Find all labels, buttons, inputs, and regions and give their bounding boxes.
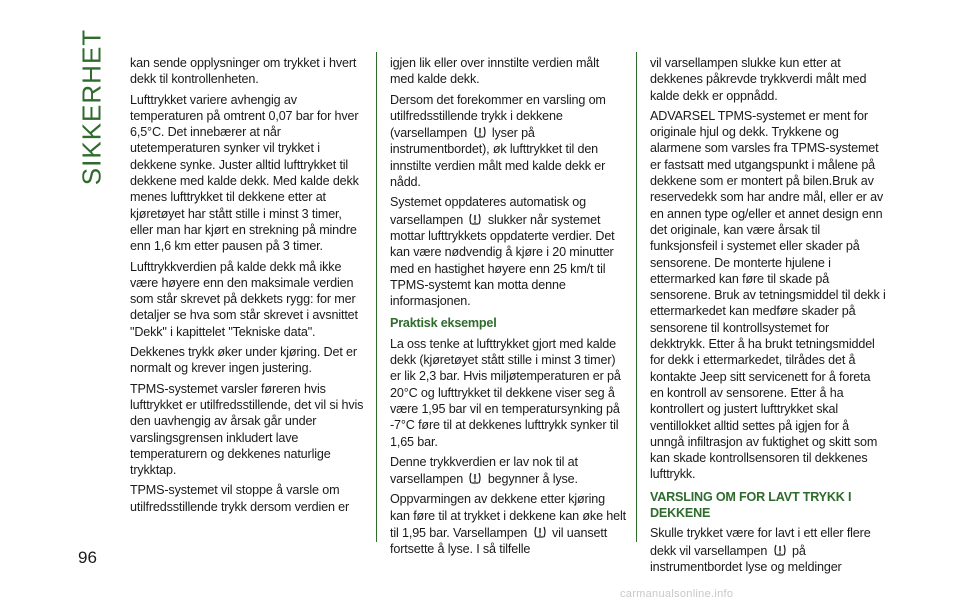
text-column-2 [390, 55, 626, 562]
text-column-1 [130, 55, 366, 519]
paragraph: TPMS-systemet vil stoppe å varsle om utilfredsstillende trykk dersom verdien er [130, 483, 350, 514]
section-heading: VARSLING OM FOR LAVT TRYKK I DEKKENE [650, 489, 852, 521]
section-heading: Praktisk eksempel [390, 316, 497, 331]
paragraph: Dersom det forekommer en varsling om utilfredsstillende trykk i dekkene (varsellampen lyser på instrumentbordet), øk lufttrykket til den innstilte verdien målt med kalde dekk er nådd. [390, 92, 606, 190]
paragraph: kan sende opplysninger om trykket i hvert dekk til kontrollenheten. [130, 56, 357, 87]
paragraph: Lufttrykkverdien på kalde dekk må ikke være høyere enn den maksimale verdien som står skrevet på dekkets rygg: for mer detaljer se hva som står skrevet i avsnittet "Dekk" i kapittelet "Tekniske data". [130, 259, 358, 339]
paragraph: Lufttrykket variere avhengig av temperaturen på omtrent 0,07 bar for hver 6,5°C. Det innebærer at når utetemperaturen synker vil trykket i dekkene synke. Juster alltid lufttrykket til dekkene med kalde dekk. Med kalde dekk menes lufttrykket til dekkene etter at kjøretøyet har stått stille i minst 3 timer, eller man har kjørt en strekning på mindre enn 1,6 km etter pausen på 3 timer. [130, 92, 359, 254]
paragraph: igjen lik eller over innstilte verdien målt med kalde dekk. [390, 56, 600, 87]
column-divider [636, 52, 637, 542]
tpms-warning-lamp-icon [773, 542, 787, 558]
paragraph: vil varsellampen slukke kun etter at dekkenes påkrevde trykkverdi målt med kalde dekk er oppnådd. [650, 56, 867, 103]
column-divider [376, 52, 377, 542]
section-title: SIKKERHET [76, 28, 107, 186]
tpms-warning-lamp-icon [473, 124, 487, 140]
tpms-warning-lamp-icon [468, 211, 482, 227]
text-column-3 [650, 55, 886, 579]
tpms-warning-lamp-icon [533, 524, 547, 540]
paragraph: Denne trykkverdien er lav nok til at varsellampen begynner å lyse. [390, 454, 578, 487]
watermark: carmanualsonline.info [620, 588, 734, 600]
paragraph: La oss tenke at lufttrykket gjort med kalde dekk (kjøretøyet stått stille i minst 3 timer) er lik 2,3 bar. Hvis miljøtemperaturen er på 20°C og lufttrykket til dekkene viser seg å være 1,95 bar vil en temperatursynking på -7°C føre til at dekkenes lufttrykk synker til 1,65 bar. [390, 336, 621, 449]
tpms-warning-lamp-icon [468, 470, 482, 486]
warning-paragraph: ADVARSEL TPMS-systemet er ment for originale hjul og dekk. Trykkene og alarmene som varsles fra TPMS-systemet er fastsatt med utgangspunkt i målene på dekkene som er montert på bilen.Bruk av reservedekk som har andre mål, eller er av en annen type og/eller et annet design enn det originale, kan være årsak til funksjonsfeil i systemet eller skader på sensorene. De monterte hjulene i ettermarked kan føre til skade på sensorene. Bruk av tetningsmiddel til dekk i ettermarkedet kan medføre skader på sensorene til kontrollsystemet for dekktrykk. Etter å ha brukt tetningsmiddel for dekk i ettermarkedet, tilrådes det å kontakte Jeep sitt servicenett for å foreta en kontroll av sensorene. Etter å ha kontrollert og justert lufttrykket skal ventillokket alltid settes på igjen for å unngå infiltrasjon av fuktighet og skitt som kan skade kontrollsensoren til dekkenes lufttrykk. [650, 108, 886, 482]
paragraph: Oppvarmingen av dekkene etter kjøring kan føre til at trykket i dekkene kan øke helt til 1,95 bar. Varsellampen vil uansett fortsette å lyse. I så tilfelle [390, 492, 626, 557]
paragraph: Systemet oppdateres automatisk og varsellampen slukker når systemet mottar lufttrykkets oppdaterte verdier. Det kan være nødvendig å kjøre i 20 minutter med en hastighet høyere enn 25 km/t til TPMS-systemt kan motta denne informasjonen. [390, 195, 615, 309]
paragraph: TPMS-systemet varsler føreren hvis lufttrykket er utilfredsstillende, det vil si hvis den uavhengig av årsak går under varslingsgrensen inkludert lave temperaturern og dekkenes naturlige trykktap. [130, 381, 364, 478]
paragraph: Dekkenes trykk øker under kjøring. Det er normalt og krever ingen justering. [130, 345, 357, 376]
page-number: 96 [78, 548, 97, 567]
paragraph: Skulle trykket være for lavt i ett eller flere dekk vil varsellampen på instrumentbordet lyse og meldinger [650, 526, 871, 574]
